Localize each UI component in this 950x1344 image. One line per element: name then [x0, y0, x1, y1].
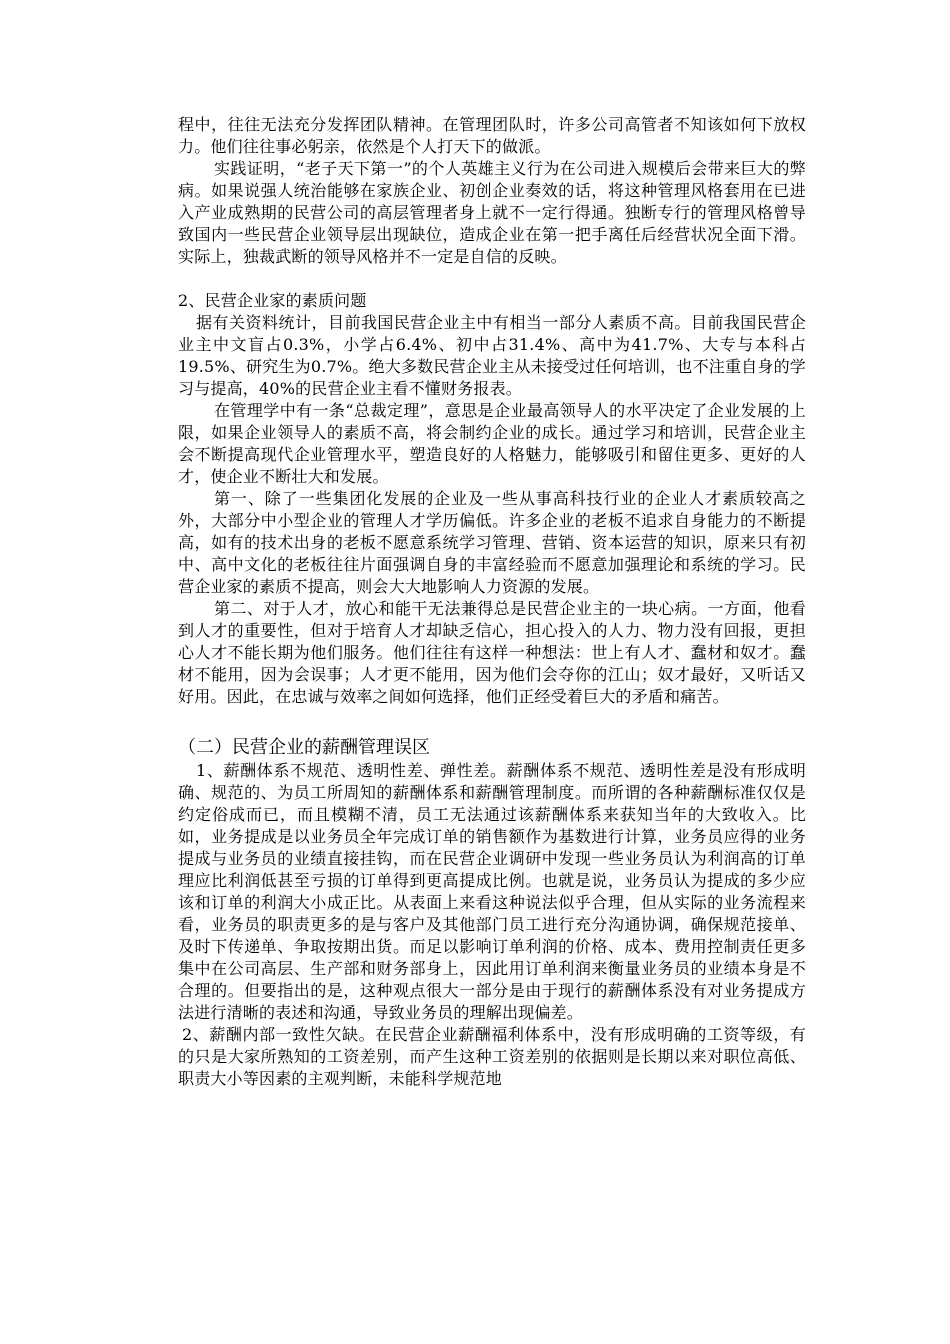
body-paragraph: 实践证明，“老子天下第一”的个人英雄主义行为在公司进入规模后会带来巨大的弊病。如果说强人统治能够在家族企业、初创企业奏效的话，将这种管理风格套用在已进入产业成熟期的民营公司的高层管理者身上就不一定行得通。独断专行的管理风格曾导致国内一些民营企业领导层出现缺位，造成企业在第一把手离任后经营状况全面下滑。实际上，独裁武断的领导风格并不一定是自信的反映。 [178, 159, 806, 266]
document-page [178, 114, 806, 1090]
spacer [178, 708, 806, 736]
section-title: 2、民营企业家的素质问题 [178, 291, 367, 310]
body-paragraph: 第二、对于人才，放心和能干无法兼得总是民营企业主的一块心病。一方面，他看到人才的重要性，但对于培育人才却缺乏信心，担心投入的人力、物力没有回报，更担心人才不能长期为他们服务。他们往往有这样一种想法：世上有人才、蠢材和奴才。蠢材不能用，因为会误事；人才更不能用，因为他们会夺你的江山；奴才最好，又听话又好用。因此，在忠诚与效率之间如何选择，他们正经受着巨大的矛盾和痛苦。 [178, 599, 806, 706]
body-paragraph: 在管理学中有一条“总裁定理”，意思是企业最高领导人的水平决定了企业发展的上限，如果企业领导人的素质不高，将会制约企业的成长。通过学习和培训，民营企业主会不断提高现代企业管理水平，塑造良好的人格魅力，能够吸引和留住更多、更好的人才，使企业不断壮大和发展。 [178, 401, 806, 486]
body-paragraph: 1、薪酬体系不规范、透明性差、弹性差。薪酬体系不规范、透明性差是没有形成明确、规范的、为员工所周知的薪酬体系和薪酬管理制度。而所谓的各种薪酬标准仅仅是约定俗成而已，而且模糊不清，员工无法通过该薪酬体系来获知当年的大致收入。比如，业务提成是以业务员全年完成订单的销售额作为基数进行计算，业务员应得的业务提成与业务员的业绩直接挂钩，而在民营企业调研中发现一些业务员认为利润高的订单理应比利润低甚至亏损的订单得到更高提成比例。也就是说，业务员认为提成的多少应该和订单的利润大小成正比。从表面上来看这种说法似乎合理，但从实际的业务流程来看，业务员的职责更多的是与客户及其他部门员工进行充分沟通协调，确保规范接单、及时下传递单、争取按期出货。而足以影响订单利润的价格、成本、费用控制责任更多集中在公司高层、生产部和财务部身上，因此用订单利润来衡量业务员的业绩本身是不合理的。但要指出的是，这种观点很大一部分是由于现行的薪酬体系没有对业务提成方法进行清晰的表述和沟通，导致业务员的理解出现偏差。 [178, 761, 806, 1022]
body-paragraph: 据有关资料统计，目前我国民营企业主中有相当一部分人素质不高。目前我国民营企业主中文盲占0.3%，小学占6.4%、初中占31.4%、高中为41.7%、大专与本科占19.5%、研究生为0.7%。绝大多数民营企业主从未接受过任何培训，也不注重自身的学习与提高，40%的民营企业主看不懂财务报表。 [178, 313, 806, 398]
section-heading: （二）民营企业的薪酬管理误区 [178, 737, 430, 758]
body-paragraph: 程中，往往无法充分发挥团队精神。在管理团队时，许多公司高管者不知该如何下放权力。他们往往事必躬亲，依然是个人打天下的做派。 [178, 115, 806, 156]
body-paragraph: 2、薪酬内部一致性欠缺。在民营企业薪酬福利体系中，没有形成明确的工资等级，有的只是大家所熟知的工资差别，而产生这种工资差别的依据则是长期以来对职位高低、职责大小等因素的主观判断，未能科学规范地 [178, 1025, 806, 1088]
body-paragraph: 第一、除了一些集团化发展的企业及一些从事高科技行业的企业人才素质较高之外，大部分中小型企业的管理人才学历偏低。许多企业的老板不追求自身能力的不断提高，如有的技术出身的老板不愿意系统学习管理、营销、资本运营的知识，原来只有初中、高中文化的老板往往片面强调自身的丰富经验而不愿意加强理论和系统的学习。民营企业家的素质不提高，则会大大地影响人力资源的发展。 [178, 489, 806, 596]
blank-line [178, 268, 806, 290]
